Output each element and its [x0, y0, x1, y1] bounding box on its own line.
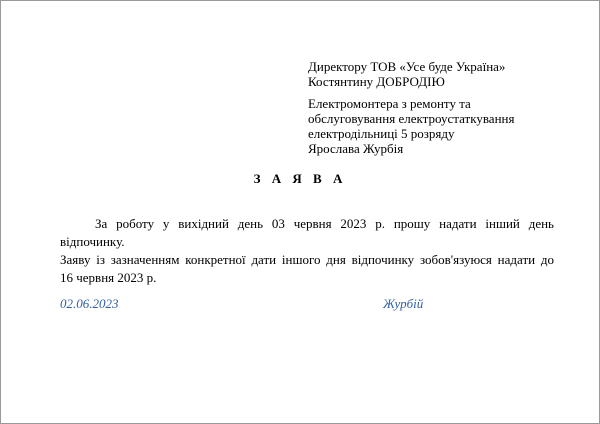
statement-line-1: За роботу у вихідний день 03 червня 2023 р. прошу надати інший день відпочинку. [60, 216, 554, 249]
statement-line-2: Заяву із зазначенням конкретної дати іншого дня відпочинку зобов'язуюся надати до [60, 252, 554, 267]
addressee-position: Директору ТОВ «Усе буде Україна» [308, 59, 506, 74]
handwritten-signature: Журбій [383, 296, 424, 311]
document-title: З А Я В А [253, 171, 347, 186]
addressee-name: Костянтину ДОБРОДІЮ [308, 74, 445, 89]
sender-position-line-2: обслуговування електроустаткування [308, 111, 515, 126]
sender-name: Ярослава Журбія [308, 141, 404, 156]
statement-body [60, 215, 554, 287]
statement-line-3: 16 червня 2023 р. [60, 270, 157, 285]
sender-position-line-1: Електромонтера з ремонту та [308, 96, 471, 111]
sender-block [308, 96, 514, 156]
addressee-block [308, 59, 505, 89]
handwritten-date: 02.06.2023 [60, 296, 119, 311]
sender-position-line-3: електродільниці 5 розряду [308, 126, 455, 141]
